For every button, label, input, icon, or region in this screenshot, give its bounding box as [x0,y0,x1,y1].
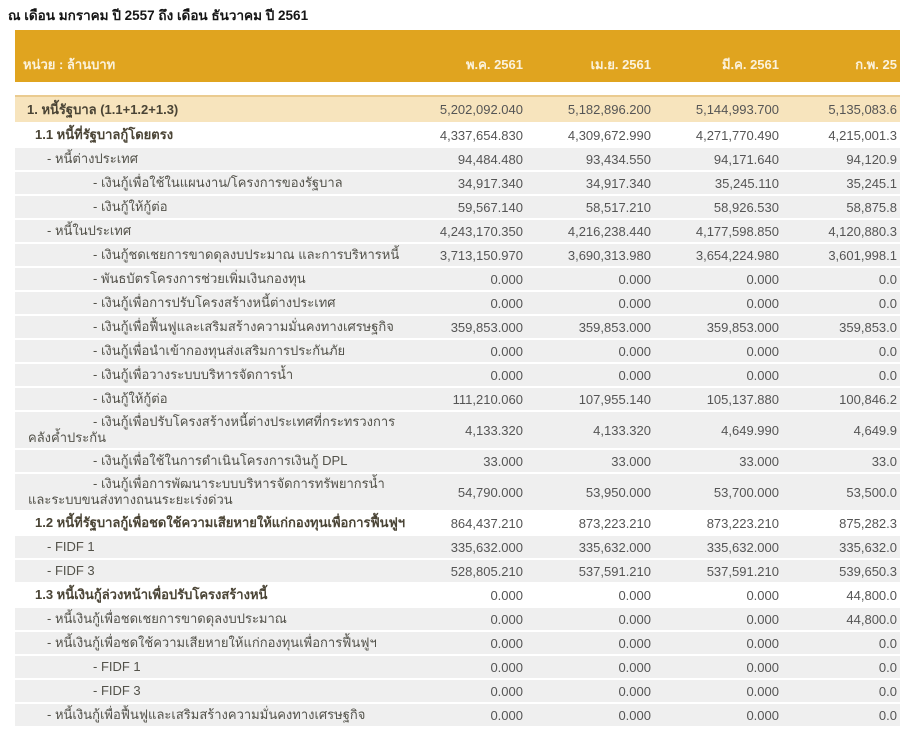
row-label: - เงินกู้เพื่อการปรับโครงสร้างหนี้ต่างประเทศ [93,295,336,310]
value-cell: 335,632.0 [839,539,897,555]
value-cell: 35,245.110 [714,175,779,191]
table-row [15,292,900,314]
value-cell: 0.0 [878,659,897,675]
value-cell: 4,216,238.440 [567,223,651,239]
table-row [15,632,900,654]
value-cell: 3,713,150.970 [439,247,523,263]
debt-table-body [15,95,900,726]
table-row [15,172,900,194]
row-label: - เงินกู้เพื่อฟื้นฟูและเสริมสร้างความมั่นคงทางเศรษฐกิจ [93,319,394,334]
value-cell: 0.000 [490,271,523,287]
table-row [15,584,900,606]
value-cell: 0.0 [878,367,897,383]
value-cell: 0.0 [878,295,897,311]
value-cell: 0.000 [618,707,651,723]
value-cell: 0.0 [878,683,897,699]
table-row [15,512,900,534]
value-cell: 359,853.000 [450,319,523,335]
row-label: - FIDF 1 [47,539,95,554]
row-label: - เงินกู้ให้กู้ต่อ [93,199,168,214]
value-cell: 0.000 [746,611,779,627]
table-header-row [15,30,900,82]
debt-table [15,30,900,726]
table-row [15,364,900,386]
row-label: - เงินกู้เพื่อใช้ในแผนงาน/โครงการของรัฐบาล [93,175,343,190]
value-cell: 4,215,001.3 [828,127,897,143]
value-cell: 0.000 [490,683,523,699]
value-cell: 0.000 [618,683,651,699]
value-cell: 0.000 [746,271,779,287]
value-cell: 0.000 [490,295,523,311]
value-cell: 4,337,654.830 [439,127,523,143]
value-cell: 875,282.3 [839,515,897,531]
value-cell: 0.000 [746,587,779,603]
value-cell: 107,955.140 [578,391,651,407]
row-label: - หนี้ต่างประเทศ [47,151,138,166]
value-cell: 33.000 [611,453,651,469]
value-cell: 0.000 [746,635,779,651]
table-row [15,704,900,726]
row-label: - เงินกู้เพื่อวางระบบบริหารจัดการน้ำ [93,367,294,382]
value-cell: 33.000 [739,453,779,469]
table-row [15,220,900,242]
table-row [15,388,900,410]
value-cell: 359,853.0 [839,319,897,335]
table-row [15,680,900,702]
value-cell: 54,790.000 [457,484,523,500]
value-cell: 0.000 [746,707,779,723]
column-header: พ.ค. 2561 [465,56,523,72]
row-label: - เงินกู้เพื่อนำเข้ากองทุนส่งเสริมการประกันภัย [93,343,346,358]
value-cell: 94,120.9 [846,151,897,167]
value-cell: 0.000 [618,295,651,311]
table-row [15,268,900,290]
value-cell: 4,649.990 [721,422,779,438]
value-cell: 0.0 [878,635,897,651]
value-cell: 0.000 [746,659,779,675]
value-cell: 0.000 [618,611,651,627]
value-cell: 0.0 [878,707,897,723]
row-label: 1.3 หนี้เงินกู้ล่วงหน้าเพื่อปรับโครงสร้างหนี้ [35,587,268,602]
value-cell: 539,650.3 [839,563,897,579]
value-cell: 53,500.0 [846,484,897,500]
value-cell: 53,700.000 [713,484,779,500]
column-header: มี.ค. 2561 [721,56,779,72]
row-label: - FIDF 3 [93,683,141,698]
value-cell: 44,800.0 [846,587,897,603]
value-cell: 537,591.210 [578,563,651,579]
table-row [15,536,900,558]
value-cell: 58,926.530 [713,199,779,215]
row-label: - เงินกู้เพื่อปรับโครงสร้างหนี้ต่างประเทศที่กระทรวงการคลังค้ำประกัน [28,414,396,445]
row-label: - FIDF 3 [47,563,95,578]
value-cell: 4,177,598.850 [695,223,779,239]
value-cell: 4,309,672.990 [567,127,651,143]
value-cell: 335,632.000 [450,539,523,555]
value-cell: 0.000 [746,343,779,359]
value-cell: 94,171.640 [713,151,779,167]
value-cell: 58,875.8 [846,199,897,215]
column-header: ก.พ. 25 [855,56,897,72]
value-cell: 34,917.340 [457,175,523,191]
value-cell: 0.000 [746,683,779,699]
value-cell: 0.000 [618,343,651,359]
value-cell: 0.000 [490,707,523,723]
value-cell: 5,144,993.700 [695,102,779,117]
page-title: ณ เดือน มกราคม ปี 2557 ถึง เดือน ธันวาคม ปี 2561 [8,8,309,23]
column-header: เม.ย. 2561 [590,56,651,72]
value-cell: 0.000 [618,271,651,287]
value-cell: 873,223.210 [578,515,651,531]
value-cell: 0.000 [490,659,523,675]
value-cell: 4,243,170.350 [439,223,523,239]
table-row [15,316,900,338]
table-row [15,412,900,448]
value-cell: 3,690,313.980 [567,247,651,263]
value-cell: 335,632.000 [706,539,779,555]
value-cell: 359,853.000 [706,319,779,335]
value-cell: 0.000 [618,367,651,383]
value-cell: 3,654,224.980 [695,247,779,263]
value-cell: 4,133.320 [465,422,523,438]
value-cell: 93,434.550 [585,151,651,167]
value-cell: 105,137.880 [706,391,779,407]
value-cell: 0.000 [490,343,523,359]
value-cell: 4,271,770.490 [695,127,779,143]
value-cell: 0.000 [490,587,523,603]
row-label: - หนี้เงินกู้เพื่อฟื้นฟูและเสริมสร้างความมั่นคงทางเศรษฐกิจ [47,707,366,722]
unit-label: หน่วย : ล้านบาท [23,56,116,72]
value-cell: 0.000 [746,367,779,383]
table-row [15,124,900,146]
row-label: - เงินกู้เพื่อใช้ในการดำเนินโครงการเงินกู้ DPL [93,453,348,468]
row-label: 1.2 หนี้ที่รัฐบาลกู้เพื่อชดใช้ความเสียหายให้แก่กองทุนเพื่อการฟื้นฟูฯ [35,515,406,530]
row-label: - พันธบัตรโครงการช่วยเพิ่มเงินกองทุน [93,271,306,286]
table-row [15,474,900,510]
value-cell: 4,133.320 [593,422,651,438]
value-cell: 528,805.210 [450,563,523,579]
value-cell: 33.000 [483,453,523,469]
value-cell: 100,846.2 [839,391,897,407]
value-cell: 0.000 [618,635,651,651]
value-cell: 111,210.060 [452,391,523,407]
table-row [15,608,900,630]
value-cell: 4,120,880.3 [828,223,897,239]
table-row [15,244,900,266]
table-row [15,656,900,678]
row-label: 1. หนี้รัฐบาล (1.1+1.2+1.3) [27,101,179,117]
value-cell: 35,245.1 [846,175,897,191]
row-label: - เงินกู้ชดเชยการขาดดุลงบประมาณ และการบริหารหนี้ [93,247,400,262]
value-cell: 864,437.210 [450,515,523,531]
value-cell: 53,950.000 [585,484,651,500]
value-cell: 335,632.000 [578,539,651,555]
value-cell: 5,202,092.040 [439,102,523,117]
value-cell: 359,853.000 [578,319,651,335]
table-row [15,196,900,218]
value-cell: 0.0 [878,343,897,359]
row-label: - เงินกู้ให้กู้ต่อ [93,391,168,406]
value-cell: 3,601,998.1 [828,247,897,263]
table-row [15,95,900,122]
value-cell: 58,517.210 [585,199,651,215]
value-cell: 5,182,896.200 [567,102,651,117]
value-cell: 5,135,083.6 [828,102,897,117]
row-label: - เงินกู้เพื่อการพัฒนาระบบบริหารจัดการทรัพยากรน้ำและระบบขนส่งทางถนนระยะเร่งด่วน [28,476,385,507]
value-cell: 0.0 [878,271,897,287]
table-row [15,450,900,472]
value-cell: 0.000 [618,659,651,675]
value-cell: 0.000 [490,367,523,383]
value-cell: 0.000 [490,635,523,651]
row-label: - หนี้เงินกู้เพื่อชดใช้ความเสียหายให้แก่กองทุนเพื่อการฟื้นฟูฯ [47,635,377,650]
table-row [15,560,900,582]
value-cell: 44,800.0 [846,611,897,627]
value-cell: 33.0 [871,453,897,469]
value-cell: 59,567.140 [457,199,523,215]
value-cell: 94,484.480 [457,151,523,167]
table-row [15,340,900,362]
value-cell: 4,649.9 [853,422,897,438]
row-label: - FIDF 1 [93,659,141,674]
value-cell: 0.000 [618,587,651,603]
value-cell: 873,223.210 [706,515,779,531]
row-label: - หนี้ในประเทศ [47,223,132,238]
value-cell: 0.000 [746,295,779,311]
row-label: 1.1 หนี้ที่รัฐบาลกู้โดยตรง [35,127,174,142]
value-cell: 0.000 [490,611,523,627]
row-label: - หนี้เงินกู้เพื่อชดเชยการขาดดุลงบประมาณ [47,611,287,626]
table-row [15,148,900,170]
value-cell: 537,591.210 [706,563,779,579]
value-cell: 34,917.340 [585,175,651,191]
